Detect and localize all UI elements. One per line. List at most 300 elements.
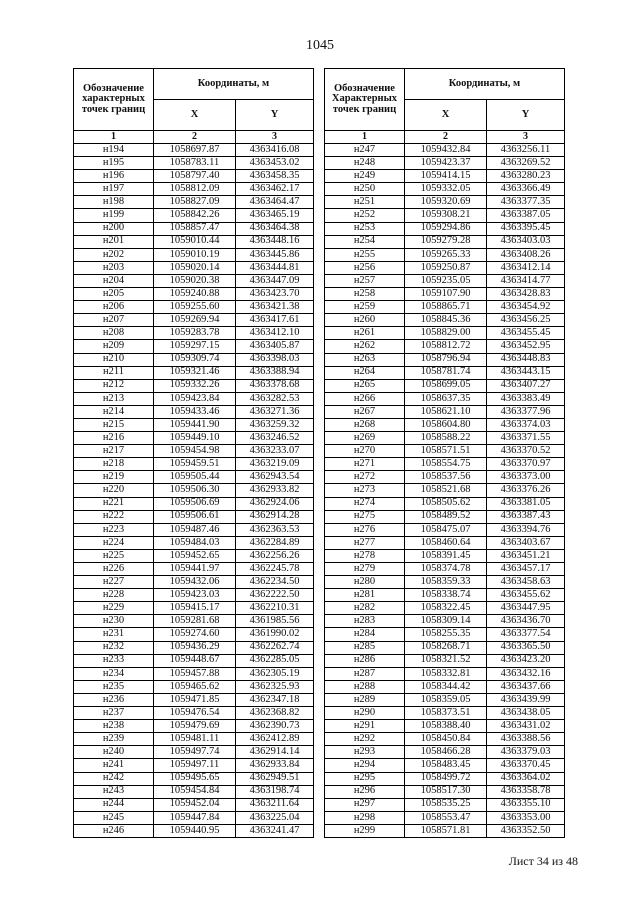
right-x-coordinate: 1058554.75 (405, 458, 487, 471)
left-y-coordinate: 4363464.38 (236, 222, 314, 235)
table-row (74, 785, 565, 798)
right-point-id: н256 (325, 261, 405, 274)
table-row (74, 314, 565, 327)
left-x-coordinate: 1059440.95 (154, 824, 236, 837)
right-x-coordinate: 1058388.40 (405, 720, 487, 733)
left-x-coordinate: 1059274.60 (154, 628, 236, 641)
left-y-coordinate: 4363445.86 (236, 248, 314, 261)
left-y-coordinate: 4363282.53 (236, 392, 314, 405)
left-point-id: н216 (74, 432, 154, 445)
left-x-coordinate: 1059441.90 (154, 418, 236, 431)
right-x-coordinate: 1059432.84 (405, 144, 487, 157)
table-row (74, 628, 565, 641)
right-y-coordinate: 4363370.52 (487, 445, 565, 458)
right-point-id: н253 (325, 222, 405, 235)
left-point-id: н238 (74, 720, 154, 733)
table-row (74, 615, 565, 628)
left-point-id: н228 (74, 589, 154, 602)
left-point-id: н217 (74, 445, 154, 458)
right-y-coordinate: 4363365.50 (487, 641, 565, 654)
left-point-id: н208 (74, 327, 154, 340)
left-y-coordinate: 4363405.87 (236, 340, 314, 353)
right-point-id: н283 (325, 615, 405, 628)
left-y-coordinate: 4362914.28 (236, 510, 314, 523)
table-row (74, 248, 565, 261)
left-x-coordinate: 1059332.26 (154, 379, 236, 392)
right-y-coordinate: 4363455.62 (487, 589, 565, 602)
column-separator (314, 458, 325, 471)
column-separator (314, 432, 325, 445)
table-row (74, 405, 565, 418)
right-x-coordinate: 1058489.52 (405, 510, 487, 523)
right-x-coordinate: 1059332.05 (405, 183, 487, 196)
right-x-coordinate: 1058505.62 (405, 497, 487, 510)
right-y-coordinate: 4363353.00 (487, 811, 565, 824)
table-row (74, 379, 565, 392)
column-separator (314, 445, 325, 458)
left-x-coordinate: 1059457.88 (154, 667, 236, 680)
left-point-id: н203 (74, 261, 154, 274)
left-x-coordinate: 1059506.69 (154, 497, 236, 510)
right-point-id: н296 (325, 785, 405, 798)
column-separator (314, 209, 325, 222)
right-x-header: X (405, 100, 487, 131)
column-separator (314, 131, 325, 144)
right-point-id: н262 (325, 340, 405, 353)
column-separator (314, 248, 325, 261)
right-y-coordinate: 4363457.17 (487, 563, 565, 576)
left-x-coordinate: 1059505.44 (154, 471, 236, 484)
left-x-coordinate: 1058697.87 (154, 144, 236, 157)
left-point-id: н222 (74, 510, 154, 523)
left-point-id: н241 (74, 759, 154, 772)
right-point-id: н254 (325, 235, 405, 248)
left-y-coordinate: 4362325.93 (236, 680, 314, 693)
column-separator (314, 170, 325, 183)
left-y-coordinate: 4362924.06 (236, 497, 314, 510)
column-separator (314, 392, 325, 405)
left-point-id: н206 (74, 301, 154, 314)
column-separator (314, 523, 325, 536)
right-y-coordinate: 4363454.92 (487, 301, 565, 314)
left-y-coordinate: 4362222.50 (236, 589, 314, 602)
right-x-coordinate: 1058796.94 (405, 353, 487, 366)
left-y-coordinate: 4362363.53 (236, 523, 314, 536)
left-point-id: н245 (74, 811, 154, 824)
left-point-id: н204 (74, 274, 154, 287)
left-y-coordinate: 4362390.73 (236, 720, 314, 733)
right-point-id: н275 (325, 510, 405, 523)
left-y-coordinate: 4363464.47 (236, 196, 314, 209)
left-y-coordinate: 4362933.82 (236, 484, 314, 497)
left-x-coordinate: 1059010.19 (154, 248, 236, 261)
left-x-coordinate: 1059423.84 (154, 392, 236, 405)
left-y-coordinate: 4363417.61 (236, 314, 314, 327)
right-point-id: н264 (325, 366, 405, 379)
table-row (74, 654, 565, 667)
right-point-id: н293 (325, 746, 405, 759)
column-separator (314, 615, 325, 628)
left-coords-header: Координаты, м (154, 69, 314, 100)
left-y-coordinate: 4361985.56 (236, 615, 314, 628)
left-point-id: н234 (74, 667, 154, 680)
right-point-id: н247 (325, 144, 405, 157)
table-row (74, 144, 565, 157)
left-y-coordinate: 4363398.03 (236, 353, 314, 366)
right-x-coordinate: 1058373.51 (405, 707, 487, 720)
right-y-coordinate: 4363403.67 (487, 536, 565, 549)
left-point-id: н225 (74, 549, 154, 562)
column-separator (314, 157, 325, 170)
right-point-id: н272 (325, 471, 405, 484)
left-y-coordinate: 4363444.81 (236, 261, 314, 274)
right-y-coordinate: 4363432.16 (487, 667, 565, 680)
table-row (74, 798, 565, 811)
table-row (74, 157, 565, 170)
column-separator (314, 353, 325, 366)
right-y-coordinate: 4363387.05 (487, 209, 565, 222)
left-x-coordinate: 1059497.11 (154, 759, 236, 772)
table-row (74, 667, 565, 680)
left-point-id: н233 (74, 654, 154, 667)
column-separator (314, 235, 325, 248)
right-y-coordinate: 4363364.02 (487, 772, 565, 785)
left-x-coordinate: 1059487.46 (154, 523, 236, 536)
table-row (74, 209, 565, 222)
column-separator (314, 549, 325, 562)
column-separator (314, 680, 325, 693)
left-x-coordinate: 1059495.65 (154, 772, 236, 785)
column-separator (314, 379, 325, 392)
column-separator (314, 693, 325, 706)
right-x-coordinate: 1058332.81 (405, 667, 487, 680)
left-x-coordinate: 1059479.69 (154, 720, 236, 733)
right-y-coordinate: 4363437.66 (487, 680, 565, 693)
left-point-id: н213 (74, 392, 154, 405)
left-point-id: н210 (74, 353, 154, 366)
right-y-coordinate: 4363280.23 (487, 170, 565, 183)
left-point-id: н205 (74, 288, 154, 301)
right-x-coordinate: 1058475.07 (405, 523, 487, 536)
left-x-coordinate: 1059506.61 (154, 510, 236, 523)
left-point-id: н194 (74, 144, 154, 157)
column-separator (314, 576, 325, 589)
column-separator (314, 510, 325, 523)
left-y-coordinate: 4362943.54 (236, 471, 314, 484)
right-y-coordinate: 4363408.26 (487, 248, 565, 261)
right-x-coordinate: 1058865.71 (405, 301, 487, 314)
left-x-coordinate: 1059484.03 (154, 536, 236, 549)
right-y-coordinate: 4363381.05 (487, 497, 565, 510)
column-separator (314, 641, 325, 654)
left-x-coordinate: 1059297.15 (154, 340, 236, 353)
column-separator (314, 497, 325, 510)
left-y-coordinate: 4363241.47 (236, 824, 314, 837)
right-x-coordinate: 1059414.15 (405, 170, 487, 183)
right-y-coordinate: 4363370.97 (487, 458, 565, 471)
left-point-id: н237 (74, 707, 154, 720)
left-y-coordinate: 4362305.19 (236, 667, 314, 680)
column-separator (314, 563, 325, 576)
column-separator (314, 772, 325, 785)
right-point-id: н276 (325, 523, 405, 536)
left-point-id: н214 (74, 405, 154, 418)
right-y-coordinate: 4363373.00 (487, 471, 565, 484)
left-x-coordinate: 1059436.29 (154, 641, 236, 654)
table-row (74, 811, 565, 824)
left-y-coordinate: 4362368.82 (236, 707, 314, 720)
column-separator (314, 746, 325, 759)
right-y-coordinate: 4363374.03 (487, 418, 565, 431)
right-y-coordinate: 4363395.45 (487, 222, 565, 235)
column-separator (314, 484, 325, 497)
right-y-coordinate: 4363456.25 (487, 314, 565, 327)
table-row (74, 484, 565, 497)
right-y-coordinate: 4363377.54 (487, 628, 565, 641)
right-y-coordinate: 4363407.27 (487, 379, 565, 392)
left-x-coordinate: 1058842.26 (154, 209, 236, 222)
table-row (74, 589, 565, 602)
left-point-id: н227 (74, 576, 154, 589)
column-separator (314, 720, 325, 733)
column-number: 3 (487, 131, 565, 144)
right-point-id: н257 (325, 274, 405, 287)
right-x-coordinate: 1058268.71 (405, 641, 487, 654)
column-separator (314, 759, 325, 772)
column-separator (314, 183, 325, 196)
left-y-coordinate: 4363198.74 (236, 785, 314, 798)
table-row (74, 418, 565, 431)
left-y-coordinate: 4363453.02 (236, 157, 314, 170)
left-x-coordinate: 1059255.60 (154, 301, 236, 314)
table-row (74, 497, 565, 510)
left-y-coordinate: 4362914.14 (236, 746, 314, 759)
left-x-coordinate: 1059452.65 (154, 549, 236, 562)
table-row (74, 563, 565, 576)
left-point-id: н221 (74, 497, 154, 510)
right-x-coordinate: 1059279.28 (405, 235, 487, 248)
left-x-coordinate: 1059432.06 (154, 576, 236, 589)
column-number: 2 (154, 131, 236, 144)
right-x-coordinate: 1058344.42 (405, 680, 487, 693)
table-row (74, 327, 565, 340)
left-x-coordinate: 1058812.09 (154, 183, 236, 196)
right-y-coordinate: 4363377.96 (487, 405, 565, 418)
right-x-coordinate: 1058781.74 (405, 366, 487, 379)
left-point-id: н243 (74, 785, 154, 798)
left-point-id: н201 (74, 235, 154, 248)
left-y-coordinate: 4362234.50 (236, 576, 314, 589)
left-point-id: н231 (74, 628, 154, 641)
right-point-id: н291 (325, 720, 405, 733)
right-point-id: н289 (325, 693, 405, 706)
left-x-coordinate: 1059309.74 (154, 353, 236, 366)
column-separator (314, 340, 325, 353)
left-point-id: н207 (74, 314, 154, 327)
right-y-coordinate: 4363439.99 (487, 693, 565, 706)
left-x-coordinate: 1059471.85 (154, 693, 236, 706)
right-point-id: н282 (325, 602, 405, 615)
right-y-coordinate: 4363448.83 (487, 353, 565, 366)
column-separator (314, 327, 325, 340)
table-row (74, 392, 565, 405)
table-row (74, 445, 565, 458)
right-x-coordinate: 1059265.33 (405, 248, 487, 261)
right-point-id: н298 (325, 811, 405, 824)
table-row (74, 340, 565, 353)
right-y-coordinate: 4363269.52 (487, 157, 565, 170)
right-point-id: н277 (325, 536, 405, 549)
left-point-id: н239 (74, 733, 154, 746)
table-row (74, 759, 565, 772)
right-point-id: н252 (325, 209, 405, 222)
left-y-coordinate: 4363246.52 (236, 432, 314, 445)
left-x-coordinate: 1059454.98 (154, 445, 236, 458)
left-point-id: н230 (74, 615, 154, 628)
right-x-coordinate: 1058637.35 (405, 392, 487, 405)
right-point-id: н284 (325, 628, 405, 641)
column-separator (314, 798, 325, 811)
right-y-header: Y (487, 100, 565, 131)
left-point-id: н242 (74, 772, 154, 785)
column-separator (314, 824, 325, 837)
right-point-id: н266 (325, 392, 405, 405)
right-y-coordinate: 4363366.49 (487, 183, 565, 196)
right-x-coordinate: 1058517.30 (405, 785, 487, 798)
left-y-coordinate: 4362256.26 (236, 549, 314, 562)
column-number: 1 (74, 131, 154, 144)
column-separator (314, 785, 325, 798)
left-y-coordinate: 4363423.70 (236, 288, 314, 301)
column-separator (314, 471, 325, 484)
right-point-id: н250 (325, 183, 405, 196)
left-x-coordinate: 1058827.09 (154, 196, 236, 209)
left-point-id: н215 (74, 418, 154, 431)
left-x-coordinate: 1059269.94 (154, 314, 236, 327)
left-y-coordinate: 4363388.94 (236, 366, 314, 379)
table-row (74, 824, 565, 837)
left-point-id: н235 (74, 680, 154, 693)
table-row (74, 602, 565, 615)
right-x-coordinate: 1058588.22 (405, 432, 487, 445)
right-x-coordinate: 1058829.00 (405, 327, 487, 340)
right-point-id: н271 (325, 458, 405, 471)
right-y-coordinate: 4363436.70 (487, 615, 565, 628)
right-y-coordinate: 4363388.56 (487, 733, 565, 746)
right-x-coordinate: 1059107.90 (405, 288, 487, 301)
right-x-coordinate: 1058537.56 (405, 471, 487, 484)
left-point-id: н236 (74, 693, 154, 706)
right-y-coordinate: 4363352.50 (487, 824, 565, 837)
right-y-coordinate: 4363423.20 (487, 654, 565, 667)
right-x-coordinate: 1058812.72 (405, 340, 487, 353)
right-y-coordinate: 4363451.21 (487, 549, 565, 562)
right-point-id: н260 (325, 314, 405, 327)
left-y-coordinate: 4363211.64 (236, 798, 314, 811)
left-x-coordinate: 1058857.47 (154, 222, 236, 235)
right-x-coordinate: 1058499.72 (405, 772, 487, 785)
right-point-id: н279 (325, 563, 405, 576)
right-x-coordinate: 1058571.51 (405, 445, 487, 458)
right-y-coordinate: 4363403.03 (487, 235, 565, 248)
right-x-coordinate: 1058321.52 (405, 654, 487, 667)
column-separator (314, 733, 325, 746)
table-row (74, 549, 565, 562)
column-separator (314, 288, 325, 301)
column-separator (314, 274, 325, 287)
left-point-header: Обозначение характерных точек границ (74, 69, 154, 131)
table-row (74, 170, 565, 183)
right-point-id: н286 (325, 654, 405, 667)
column-separator (314, 301, 325, 314)
table-row (74, 707, 565, 720)
column-separator (314, 222, 325, 235)
left-y-coordinate: 4363219.09 (236, 458, 314, 471)
right-x-coordinate: 1059423.37 (405, 157, 487, 170)
right-y-coordinate: 4363394.76 (487, 523, 565, 536)
left-point-id: н211 (74, 366, 154, 379)
right-point-id: н263 (325, 353, 405, 366)
table-row (74, 576, 565, 589)
left-x-coordinate: 1059465.62 (154, 680, 236, 693)
left-x-coordinate: 1059283.78 (154, 327, 236, 340)
left-y-coordinate: 4362210.31 (236, 602, 314, 615)
right-x-coordinate: 1058338.74 (405, 589, 487, 602)
column-separator (314, 261, 325, 274)
left-point-id: н219 (74, 471, 154, 484)
right-point-id: н280 (325, 576, 405, 589)
table-row (74, 746, 565, 759)
right-y-coordinate: 4363455.45 (487, 327, 565, 340)
left-y-coordinate: 4363416.08 (236, 144, 314, 157)
left-y-coordinate: 4363412.10 (236, 327, 314, 340)
right-y-coordinate: 4363358.78 (487, 785, 565, 798)
right-point-id: н278 (325, 549, 405, 562)
table-row (74, 693, 565, 706)
table-row (74, 458, 565, 471)
right-point-id: н249 (325, 170, 405, 183)
left-point-id: н198 (74, 196, 154, 209)
right-x-coordinate: 1058460.64 (405, 536, 487, 549)
table-row (74, 536, 565, 549)
right-x-coordinate: 1058553.47 (405, 811, 487, 824)
right-y-coordinate: 4363377.35 (487, 196, 565, 209)
right-x-coordinate: 1058466.28 (405, 746, 487, 759)
right-y-coordinate: 4363371.55 (487, 432, 565, 445)
column-separator (314, 536, 325, 549)
right-x-coordinate: 1058391.45 (405, 549, 487, 562)
table-row (74, 772, 565, 785)
table-row (74, 641, 565, 654)
left-point-id: н246 (74, 824, 154, 837)
coordinates-table-wrapper (73, 68, 565, 838)
table-row (74, 471, 565, 484)
sheet-label: Лист 34 из 48 (508, 854, 578, 868)
table-row (74, 288, 565, 301)
right-x-coordinate: 1059308.21 (405, 209, 487, 222)
left-point-id: н223 (74, 523, 154, 536)
table-row (74, 183, 565, 196)
column-separator (314, 418, 325, 431)
right-point-id: н267 (325, 405, 405, 418)
right-x-coordinate: 1058535.25 (405, 798, 487, 811)
column-number: 2 (405, 131, 487, 144)
right-y-coordinate: 4363447.95 (487, 602, 565, 615)
right-y-coordinate: 4363256.11 (487, 144, 565, 157)
column-separator (314, 405, 325, 418)
left-point-id: н229 (74, 602, 154, 615)
table-row (74, 366, 565, 379)
